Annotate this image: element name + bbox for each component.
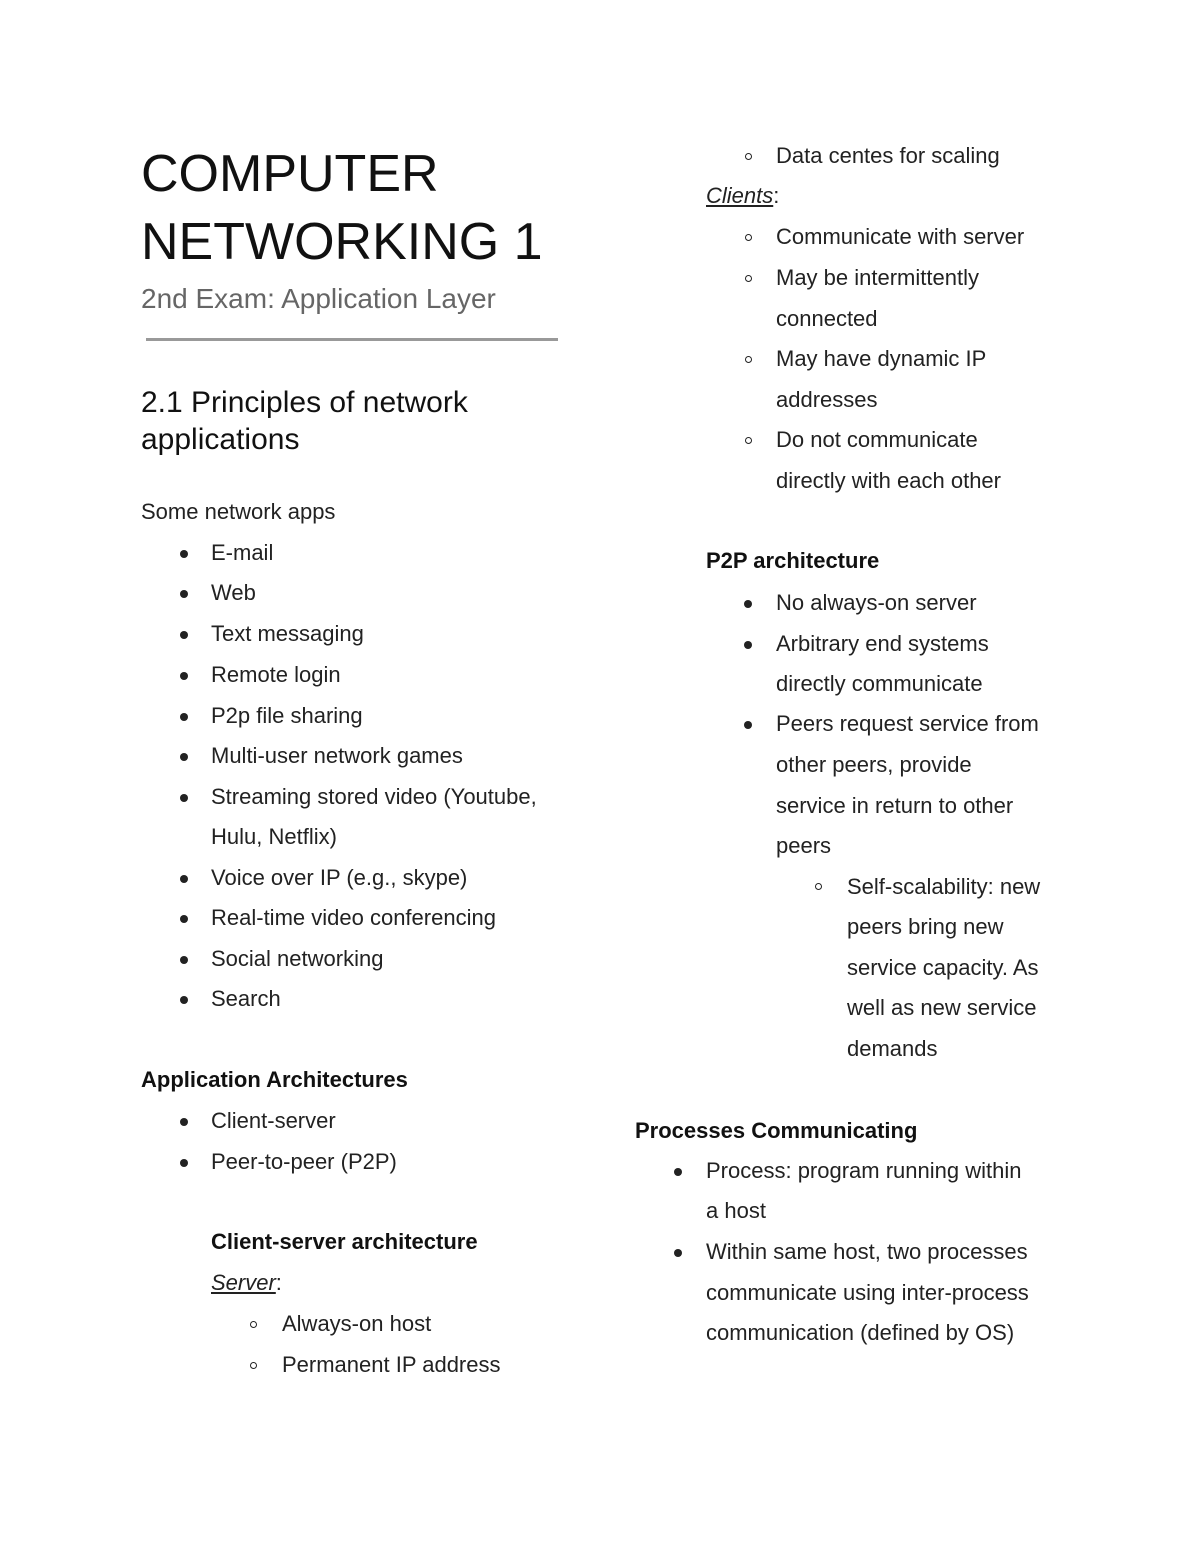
list-item: Remote login	[211, 662, 341, 687]
bullet-icon	[744, 641, 752, 649]
apps-intro: Some network apps	[141, 499, 336, 524]
ring-bullet-icon	[745, 356, 752, 363]
list-item: Social networking	[211, 946, 384, 971]
bullet-icon	[180, 713, 188, 721]
list-item: Voice over IP (e.g., skype)	[211, 865, 468, 890]
list-item-continued: communication (defined by OS)	[706, 1320, 1015, 1345]
list-item: Always-on host	[282, 1311, 432, 1336]
bullet-icon	[744, 721, 752, 729]
bullet-icon	[674, 1249, 682, 1257]
clients-label-text: Clients	[706, 183, 774, 208]
list-item: Peer-to-peer (P2P)	[211, 1149, 397, 1174]
bullet-icon	[180, 794, 188, 802]
list-item-continued: directly with each other	[776, 468, 1001, 493]
list-item: Within same host, two processes	[706, 1239, 1028, 1264]
ring-bullet-icon	[745, 275, 752, 282]
list-item: Web	[211, 580, 256, 605]
ring-bullet-icon	[745, 234, 752, 241]
sub-list-item-continued: peers bring new	[847, 914, 1004, 939]
ring-bullet-icon	[745, 437, 752, 444]
processes-heading: Processes Communicating	[635, 1118, 918, 1143]
list-item: Multi-user network games	[211, 743, 463, 768]
client-server-heading: Client-server architecture	[211, 1229, 478, 1254]
bullet-icon	[180, 996, 188, 1004]
list-item-continued: a host	[706, 1198, 766, 1223]
bullet-icon	[180, 753, 188, 761]
bullet-icon	[744, 600, 752, 608]
sub-list-item-continued: demands	[847, 1036, 938, 1061]
list-item: No always-on server	[776, 590, 977, 615]
server-label: Server:	[211, 1270, 282, 1295]
list-item-continued: directly communicate	[776, 671, 983, 696]
list-item-continued: service in return to other	[776, 793, 1014, 818]
list-item: Communicate with server	[776, 224, 1025, 249]
list-item: Do not communicate	[776, 427, 978, 452]
bullet-icon	[180, 672, 188, 680]
list-item: P2p file sharing	[211, 703, 363, 728]
bullet-icon	[180, 915, 188, 923]
list-item: Search	[211, 986, 281, 1011]
bullet-icon	[180, 1159, 188, 1167]
list-item: Text messaging	[211, 621, 364, 646]
list-item-continued: Hulu, Netflix)	[211, 824, 337, 849]
list-item-continued: connected	[776, 306, 878, 331]
bullet-icon	[180, 1118, 188, 1126]
title-divider	[146, 338, 558, 341]
list-item: Process: program running within	[706, 1158, 1022, 1183]
ring-bullet-icon	[250, 1362, 257, 1369]
doc-title-line1: COMPUTER	[141, 145, 439, 203]
doc-subtitle: 2nd Exam: Application Layer	[141, 283, 496, 314]
bullet-icon	[180, 631, 188, 639]
ring-bullet-icon	[815, 883, 822, 890]
bullet-icon	[180, 875, 188, 883]
list-item: Permanent IP address	[282, 1352, 501, 1377]
list-item: Streaming stored video (Youtube,	[211, 784, 537, 809]
doc-title-line2: NETWORKING 1	[141, 213, 543, 271]
bullet-icon	[180, 956, 188, 964]
sub-list-item: Self-scalability: new	[847, 874, 1041, 899]
bullet-icon	[180, 590, 188, 598]
architectures-heading: Application Architectures	[141, 1067, 408, 1092]
ring-bullet-icon	[250, 1321, 257, 1328]
bullet-icon	[674, 1168, 682, 1176]
list-item: May be intermittently	[776, 265, 979, 290]
ring-bullet-icon	[745, 153, 752, 160]
list-item-continued: communicate using inter-process	[706, 1280, 1029, 1305]
list-item: Client-server	[211, 1108, 336, 1133]
list-item-continued: other peers, provide	[776, 752, 972, 777]
p2p-heading: P2P architecture	[706, 548, 880, 573]
list-item-continued: peers	[776, 833, 832, 858]
list-item: Data centes for scaling	[776, 143, 1000, 168]
clients-label: Clients:	[706, 183, 780, 208]
list-item: Peers request service from	[776, 711, 1039, 736]
server-label-text: Server	[211, 1270, 276, 1295]
section-heading-line2: applications	[141, 423, 300, 456]
list-item: Real-time video conferencing	[211, 905, 496, 930]
sub-list-item-continued: well as new service	[847, 995, 1037, 1020]
sub-list-item-continued: service capacity. As	[847, 955, 1039, 980]
list-item: May have dynamic IP	[776, 346, 987, 371]
list-item: E-mail	[211, 540, 274, 565]
list-item: Arbitrary end systems	[776, 631, 989, 656]
bullet-icon	[180, 550, 188, 558]
section-heading-line1: 2.1 Principles of network	[141, 386, 468, 419]
list-item-continued: addresses	[776, 387, 878, 412]
